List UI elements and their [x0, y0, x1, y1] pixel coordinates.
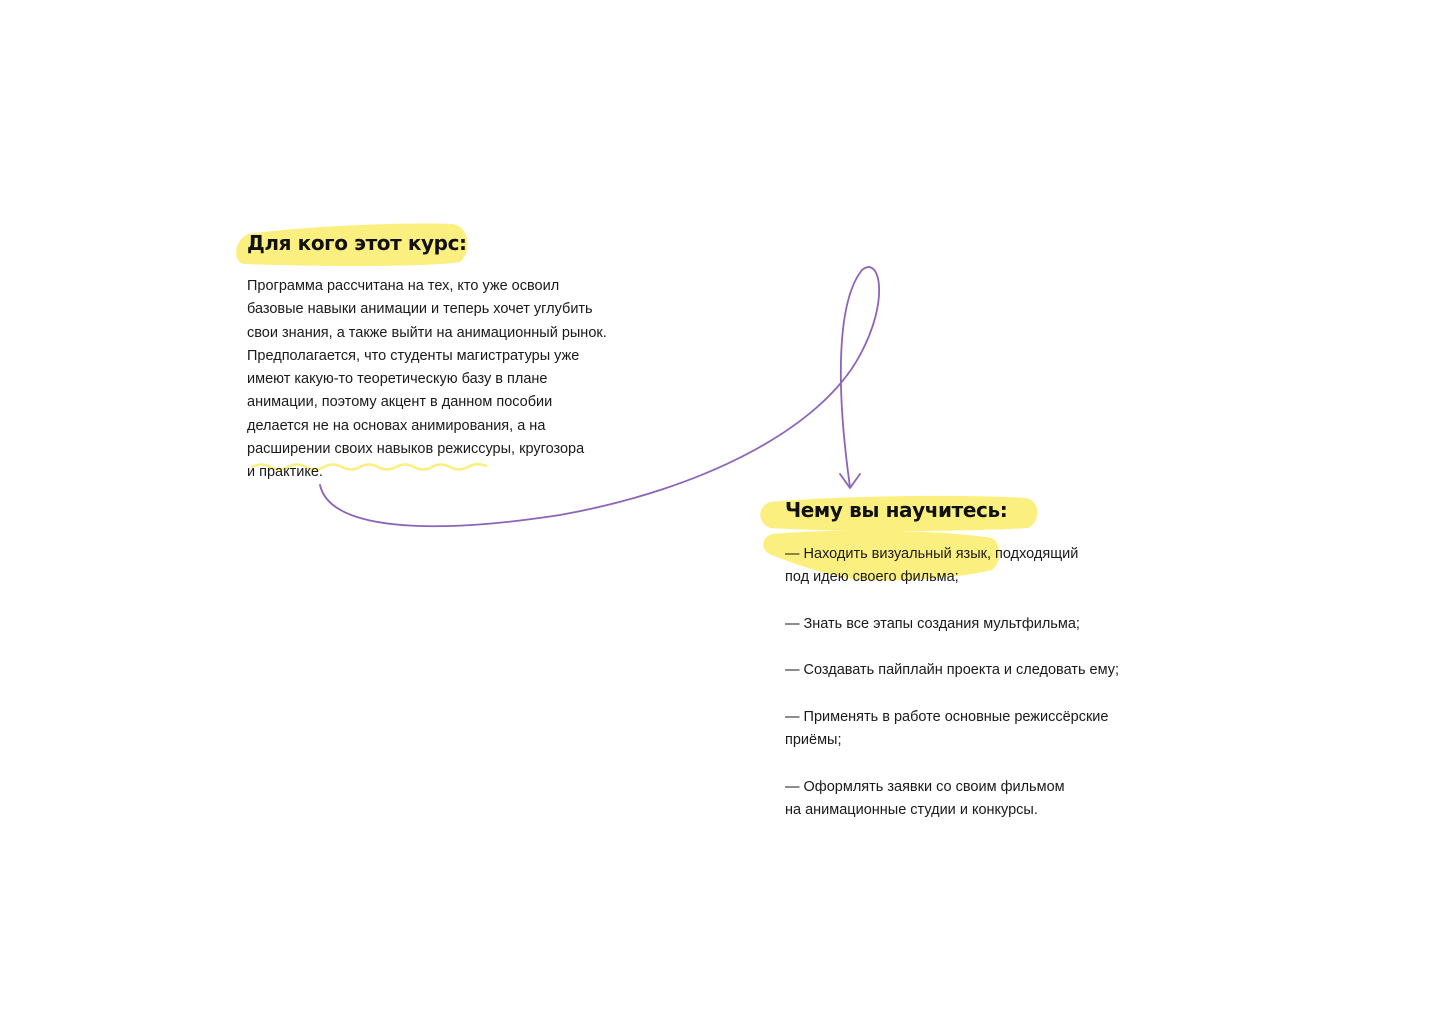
list-item-line: — Находить визуальный язык, подходящий — [785, 546, 1079, 562]
course-audience-heading: Для кого этот курс: — [247, 231, 467, 255]
paragraph-line: расширении своих навыков режиссуры, кругозора — [247, 441, 585, 458]
list-item — [785, 706, 1185, 753]
list-item — [785, 659, 1185, 682]
paragraph-line: Программа рассчитана на тех, кто уже освоил — [247, 278, 560, 294]
paragraph-line: делается не на основах анимирования, а на — [247, 417, 546, 434]
list-item — [785, 543, 1185, 590]
list-item-line: приёмы; — [785, 732, 842, 749]
list-item — [785, 776, 1185, 823]
learning-outcomes-list — [785, 543, 1185, 846]
list-item-line: на анимационные студии и конкурсы. — [785, 802, 1038, 819]
list-item — [785, 613, 1185, 636]
paragraph-line: Предполагается, что студенты магистратуры уже — [247, 347, 580, 364]
list-item-line: — Оформлять заявки со своим фильмом — [785, 778, 1065, 795]
paragraph-line: имеют какую-то теоретическую базу в плане — [247, 371, 548, 388]
course-audience-paragraph — [247, 275, 647, 485]
list-item-line: под идею своего фильма; — [785, 569, 959, 586]
list-item-line: — Знать все этапы создания мультфильма; — [785, 615, 1080, 632]
paragraph-line: анимации, поэтому акцент в данном пособии — [247, 394, 553, 411]
list-item-line: — Применять в работе основные режиссёрские — [785, 709, 1109, 726]
learning-outcomes-heading: Чему вы научитесь: — [785, 498, 1008, 522]
paragraph-line: базовые навыки анимации и теперь хочет углубить — [247, 301, 593, 318]
paragraph-line: свои знания, а также выйти на анимационный рынок. — [247, 324, 607, 341]
paragraph-line: и практике. — [247, 464, 323, 481]
list-item-line: — Создавать пайплайн проекта и следовать ему; — [785, 662, 1120, 679]
